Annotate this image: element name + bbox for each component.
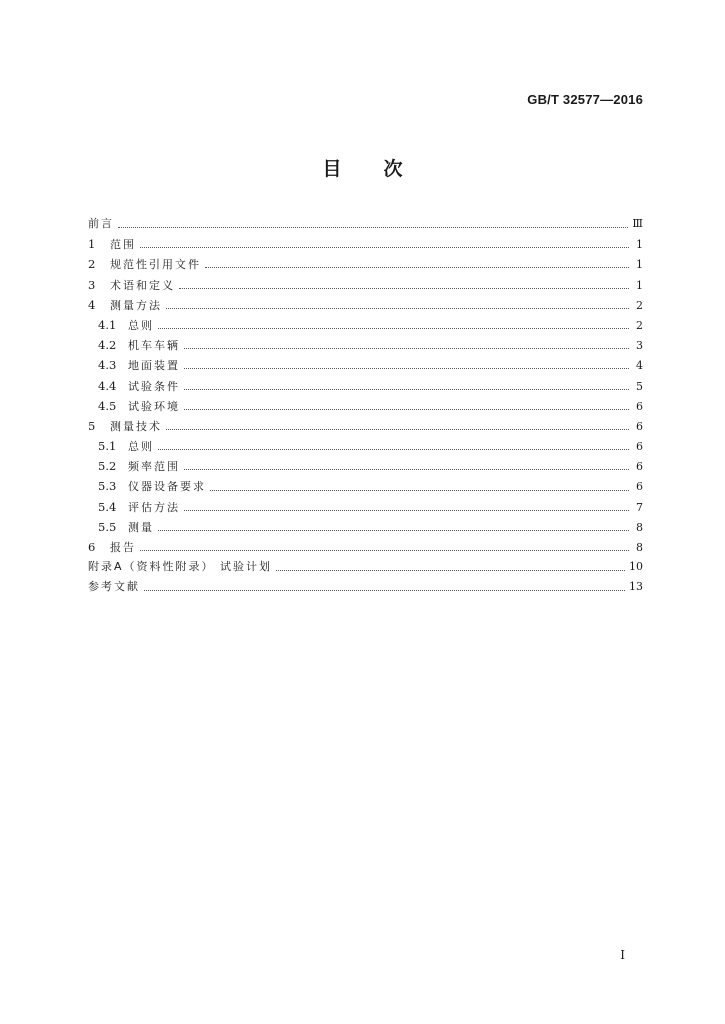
toc-entry-label: 地面装置	[128, 359, 180, 373]
toc-entry-number: 4.3	[98, 358, 117, 373]
dot-leader	[184, 408, 629, 410]
toc-entry-5-4[interactable]	[88, 497, 643, 517]
toc-entry-page: 8	[636, 541, 643, 554]
toc-entry-label: 测量技术	[110, 419, 162, 433]
toc-entry-number: 4	[88, 297, 96, 312]
toc-entry-page: 4	[636, 359, 643, 373]
toc-entry-label: 评估方法	[128, 500, 180, 514]
dot-leader	[158, 448, 629, 450]
toc-entry-label: 附录A（资料性附录） 试验计划	[88, 560, 273, 574]
toc-entry-page: 6	[636, 419, 643, 433]
toc-entry-number: 4.5	[98, 398, 117, 413]
toc-entry-4[interactable]	[88, 295, 643, 315]
toc-entry-number: 5	[88, 418, 96, 433]
toc-entry-page: 6	[636, 460, 643, 474]
toc-entry-number: 5.2	[98, 459, 117, 474]
toc-entry-4-5[interactable]	[88, 396, 643, 416]
dot-leader	[144, 589, 625, 591]
toc-entry-page: 3	[636, 339, 643, 353]
title-char-1: 目	[322, 158, 342, 180]
dot-leader	[140, 246, 629, 248]
dot-leader	[140, 549, 629, 551]
toc-entry-number: 5.1	[98, 439, 117, 454]
toc-entry-5-5[interactable]	[88, 517, 643, 537]
toc-entry-number: 2	[88, 257, 96, 272]
toc-entry-label: 术语和定义	[110, 278, 175, 292]
toc-entry-page: 7	[636, 500, 643, 514]
toc-entry-page: 2	[636, 318, 643, 332]
toc-entry-page: 6	[636, 480, 643, 494]
toc-entry-label: 前言	[88, 217, 114, 230]
toc-entry-2[interactable]	[88, 254, 643, 274]
toc-entry-3[interactable]	[88, 275, 643, 295]
toc-entry-page: Ⅲ	[632, 217, 643, 230]
toc-entry-page: 6	[636, 440, 643, 454]
dot-leader	[205, 266, 629, 268]
page-title	[0, 154, 725, 181]
dot-leader	[210, 489, 629, 491]
dot-leader	[276, 569, 625, 571]
toc-entry-label: 机车车辆	[128, 339, 180, 353]
dot-leader	[179, 287, 629, 289]
toc-entry-5-2[interactable]	[88, 456, 643, 476]
toc-entry-label: 总则	[128, 440, 154, 454]
toc-entry-number: 1	[88, 237, 96, 252]
toc-entry-number: 5.4	[98, 499, 117, 514]
toc-entry-5[interactable]	[88, 416, 643, 436]
toc-entry-5-1[interactable]	[88, 436, 643, 456]
toc-entry-number: 4.1	[98, 317, 117, 332]
toc-entry-number: 6	[88, 540, 96, 554]
dot-leader	[166, 307, 629, 309]
title-char-2: 次	[383, 158, 403, 180]
toc-entry-label: 试验条件	[128, 379, 180, 393]
dot-leader	[158, 327, 629, 329]
toc-entry-page: 10	[629, 560, 643, 574]
document-number: GB/T 32577—2016	[527, 92, 643, 107]
table-of-contents	[88, 214, 643, 598]
toc-entry-page: 13	[629, 580, 643, 594]
toc-entry-page: 6	[636, 399, 643, 413]
toc-entry-number: 3	[88, 277, 96, 292]
toc-entry-label: 规范性引用文件	[110, 258, 201, 272]
toc-entry-page: 1	[636, 258, 643, 272]
toc-entry-page: 2	[636, 298, 643, 312]
toc-entry-references[interactable]	[88, 577, 643, 597]
toc-entry-label: 仪器设备要求	[128, 480, 206, 494]
dot-leader	[184, 367, 629, 369]
toc-entry-label: 范围	[110, 238, 136, 252]
toc-entry-number: 4.4	[98, 378, 117, 393]
toc-entry-page: 1	[636, 238, 643, 252]
toc-entry-label: 总则	[128, 318, 154, 332]
toc-entry-number: 5.5	[98, 519, 117, 534]
toc-entry-label: 报告	[110, 541, 136, 554]
dot-leader	[184, 468, 629, 470]
toc-entry-label: 试验环境	[128, 399, 180, 413]
toc-entry-5-3[interactable]	[88, 476, 643, 496]
dot-leader	[166, 428, 629, 430]
toc-entry-foreword[interactable]	[88, 214, 643, 234]
toc-entry-number: 4.2	[98, 338, 117, 353]
toc-entry-number: 5.3	[98, 479, 117, 494]
toc-entry-label: 测量	[128, 520, 154, 534]
toc-entry-6[interactable]	[88, 537, 643, 557]
toc-entry-label: 频率范围	[128, 460, 180, 474]
dot-leader	[118, 226, 628, 228]
toc-entry-4-3[interactable]	[88, 355, 643, 375]
toc-entry-4-1[interactable]	[88, 315, 643, 335]
toc-entry-page: 8	[636, 520, 643, 534]
toc-entry-appendix-a[interactable]	[88, 557, 643, 577]
toc-entry-label: 测量方法	[110, 298, 162, 312]
toc-entry-4-4[interactable]	[88, 376, 643, 396]
dot-leader	[184, 388, 629, 390]
toc-entry-page: 5	[636, 379, 643, 393]
toc-entry-4-2[interactable]	[88, 335, 643, 355]
toc-entry-label: 参考文献	[88, 580, 140, 594]
dot-leader	[184, 347, 629, 349]
toc-entry-1[interactable]	[88, 234, 643, 254]
dot-leader	[158, 529, 629, 531]
page-number: I	[620, 948, 625, 962]
dot-leader	[184, 509, 629, 511]
toc-entry-page: 1	[636, 278, 643, 292]
